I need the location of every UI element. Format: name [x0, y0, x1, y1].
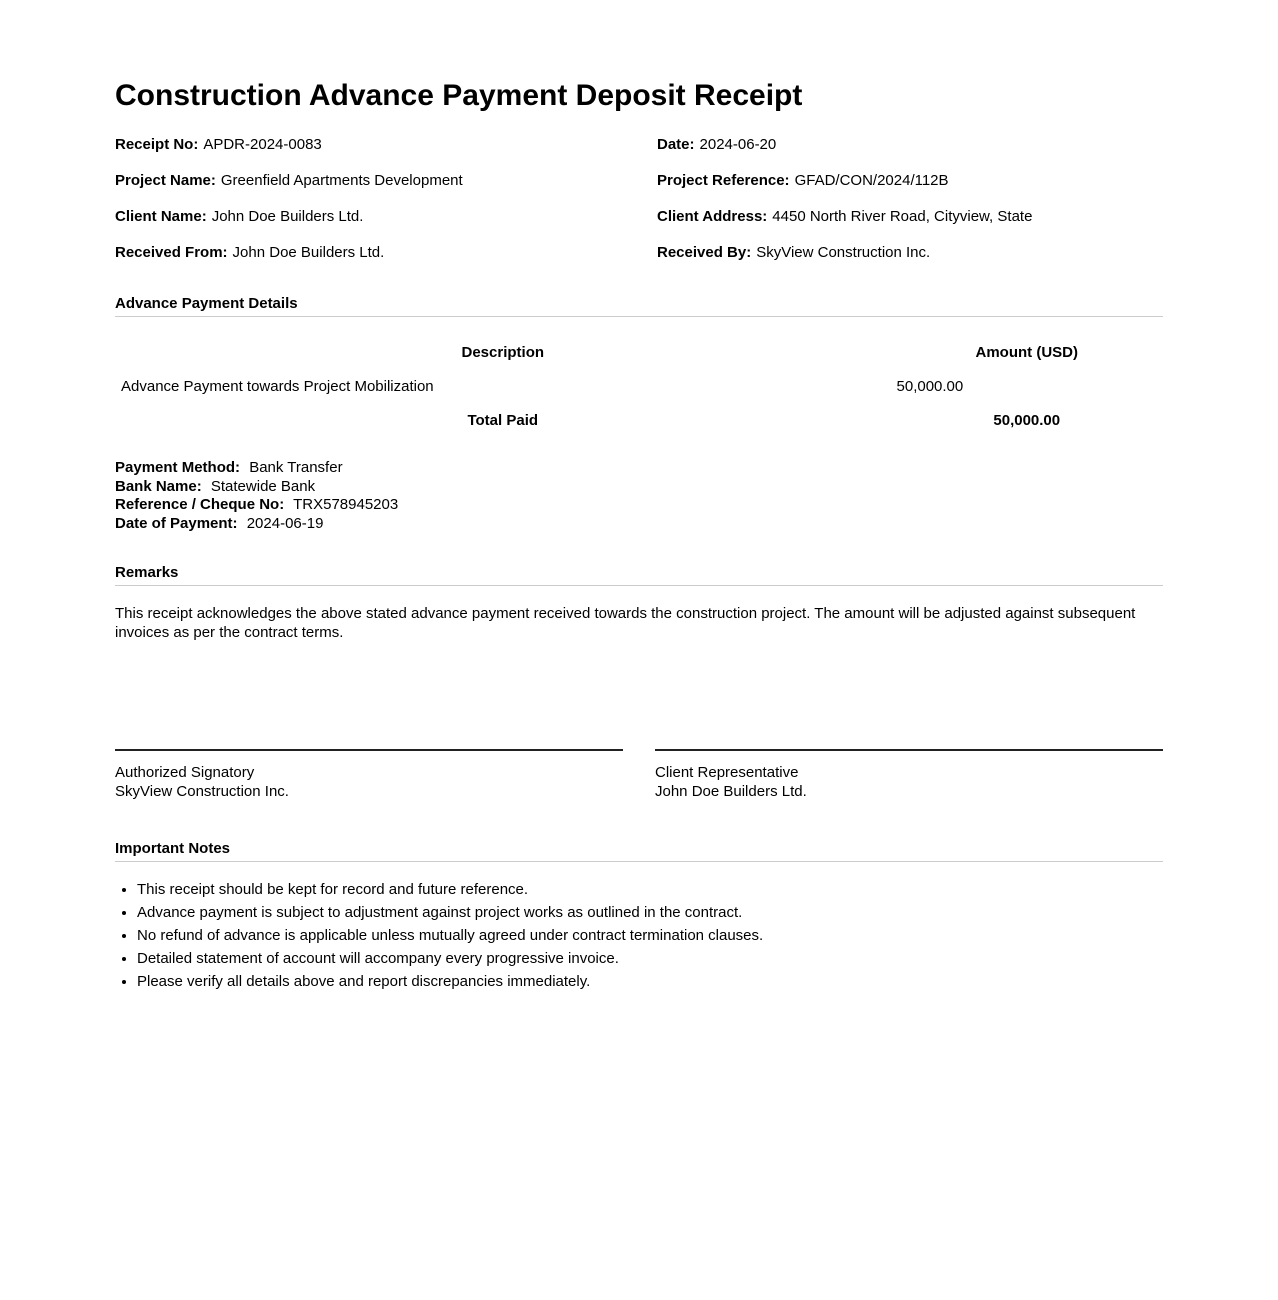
note-item: • Advance payment is subject to adjustment against project works as outlined in the contract. [137, 904, 1163, 922]
project-reference-field [657, 162, 1163, 198]
advance-payment-details-heading: Advance Payment Details [115, 295, 298, 312]
client-representative-area [655, 749, 1163, 801]
section-divider [115, 585, 1163, 586]
row-amount-cell: 50,000.00 [896, 378, 964, 395]
document-title: Construction Advance Payment Deposit Receipt [115, 79, 803, 112]
advance-payment-table [115, 336, 1163, 438]
received-by-value: SkyView Construction Inc. [756, 243, 931, 261]
date-field [657, 126, 1163, 162]
note-item: • This receipt should be kept for record and future reference. [137, 881, 1163, 899]
client-address-value: 4450 North River Road, Cityview, State [772, 207, 1033, 225]
row-description-cell: Advance Payment towards Project Mobilization [121, 378, 434, 395]
receipt-no-value: APDR-2024-0083 [203, 135, 322, 153]
project-name-value: Greenfield Apartments Development [220, 171, 463, 189]
authorized-signatory-area [115, 749, 623, 801]
date-of-payment-value: 2024-06-19 [246, 514, 324, 532]
note-item: • Please verify all details above and report discrepancies immediately. [137, 973, 1163, 991]
receipt-no-field [115, 126, 657, 162]
received-by-label: Received By: [657, 243, 752, 261]
bank-name-value: Statewide Bank [210, 477, 316, 495]
project-name-field [115, 162, 657, 198]
received-from-field [115, 234, 657, 270]
client-address-label: Client Address: [657, 207, 768, 225]
description-column-header: Description [461, 344, 545, 361]
section-divider [115, 861, 1163, 862]
signature-line [115, 749, 623, 751]
important-notes-heading: Important Notes [115, 840, 231, 857]
note-item: • No refund of advance is applicable unless mutually agreed under contract termination clauses. [137, 927, 1163, 945]
bank-name-line [115, 478, 1163, 497]
payment-method-line [115, 459, 1163, 478]
signatory-role: Client Representative [655, 764, 799, 781]
table-row [115, 370, 1163, 404]
reference-cheque-label: Reference / Cheque No: [115, 496, 285, 513]
date-of-payment-line [115, 515, 1163, 534]
signatory-name: SkyView Construction Inc. [115, 782, 289, 800]
project-reference-value: GFAD/CON/2024/112B [794, 171, 949, 189]
signatory-name: John Doe Builders Ltd. [655, 782, 807, 800]
bank-name-label: Bank Name: [115, 477, 202, 495]
payment-method-label: Payment Method: [115, 459, 241, 476]
signature-line [655, 749, 1163, 751]
total-paid-label: Total Paid [467, 412, 539, 429]
received-from-label: Received From: [115, 243, 228, 261]
signatory-role: Authorized Signatory [115, 764, 255, 781]
date-value: 2024-06-20 [699, 135, 777, 153]
client-name-label: Client Name: [115, 207, 207, 225]
date-label: Date: [657, 135, 695, 153]
note-item: • Detailed statement of account will accompany every progressive invoice. [137, 950, 1163, 968]
project-name-label: Project Name: [115, 171, 216, 189]
table-total-row [115, 404, 1163, 438]
payment-method-value: Bank Transfer [249, 459, 343, 476]
section-divider [115, 316, 1163, 317]
remarks-heading: Remarks [115, 564, 179, 581]
signature-block [115, 749, 1163, 801]
date-of-payment-label: Date of Payment: [115, 514, 238, 532]
important-notes-list [115, 881, 1163, 991]
project-reference-label: Project Reference: [657, 171, 790, 189]
total-paid-amount: 50,000.00 [993, 412, 1061, 429]
received-by-field [657, 234, 1163, 270]
client-name-value: John Doe Builders Ltd. [211, 207, 364, 225]
table-header-row [115, 336, 1163, 370]
client-name-field [115, 198, 657, 234]
receipt-no-label: Receipt No: [115, 135, 199, 153]
payment-method-block [115, 459, 1163, 533]
receipt-info-grid [115, 126, 1163, 270]
amount-column-header: Amount (USD) [975, 344, 1078, 361]
reference-cheque-line [115, 496, 1163, 515]
remarks-text: This receipt acknowledges the above stated advance payment received towards the construction project. The amount will be adjusted against subsequent invoices as per the contract terms. [115, 605, 1136, 641]
reference-cheque-value: TRX578945203 [293, 496, 399, 513]
received-from-value: John Doe Builders Ltd. [232, 243, 385, 261]
client-address-field [657, 198, 1163, 234]
